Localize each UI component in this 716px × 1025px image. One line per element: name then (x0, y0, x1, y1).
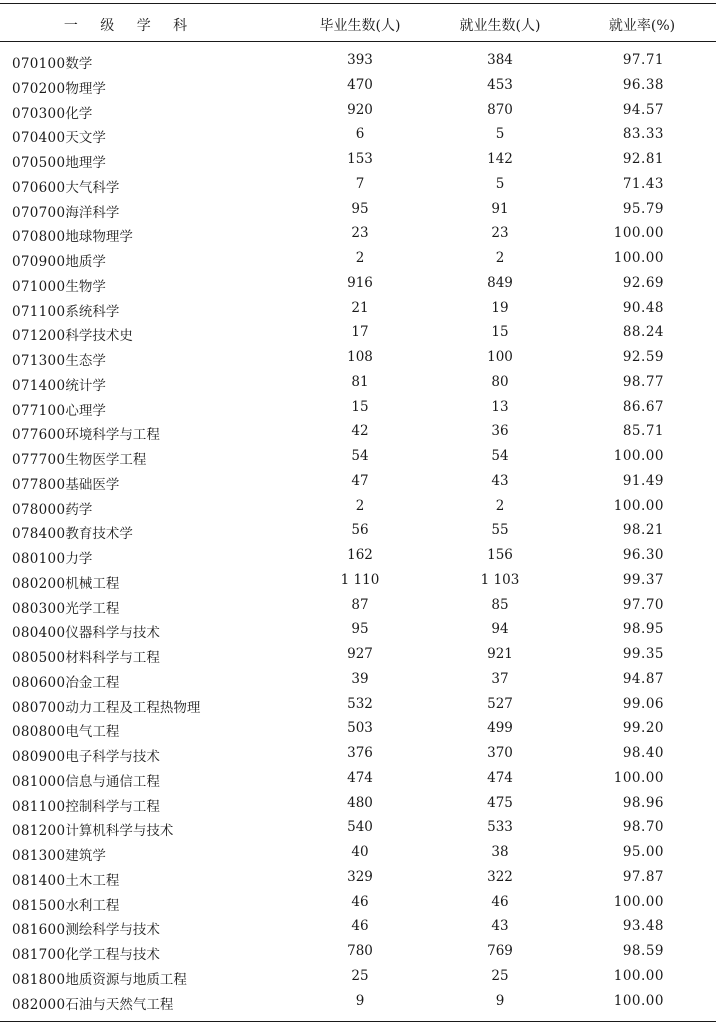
graduates-cell: 17 (351, 324, 369, 341)
subject-name: 冶金工程 (65, 674, 120, 691)
subject-name: 地理学 (65, 155, 106, 171)
employment-rate-cell: 100.00 (613, 497, 664, 514)
employment-rate-cell: 85.71 (622, 423, 664, 440)
table-row (0, 122, 716, 147)
subject-code: 078000 (12, 501, 66, 518)
table-row (0, 370, 716, 395)
subject-cell (12, 374, 106, 394)
subject-code: 071000 (12, 278, 66, 295)
table-row (0, 716, 716, 741)
graduates-cell: 23 (351, 225, 369, 242)
subject-name: 控制科学与工程 (65, 798, 160, 815)
subject-name: 统计学 (65, 377, 106, 394)
table-row (0, 914, 716, 939)
employed-cell: 384 (487, 52, 513, 68)
graduates-cell: 95 (351, 200, 369, 217)
subject-code: 080700 (12, 699, 66, 716)
table-row (0, 791, 716, 816)
subject-cell (12, 696, 200, 716)
graduates-cell: 532 (347, 695, 373, 712)
subject-code: 077600 (12, 427, 66, 444)
table-row (0, 73, 716, 98)
graduates-cell: 21 (351, 299, 369, 316)
table-row (0, 419, 716, 444)
graduates-cell: 780 (347, 943, 373, 959)
subject-code: 080200 (12, 575, 66, 592)
header-subject: 一 级 学 科 (63, 18, 197, 34)
employed-cell: 474 (487, 769, 513, 786)
subject-cell (12, 968, 187, 988)
subject-code: 070100 (12, 56, 66, 72)
subject-code: 077800 (12, 476, 66, 493)
employed-cell: 43 (491, 472, 509, 489)
table-row (0, 296, 716, 321)
table-row (0, 543, 716, 568)
subject-name: 土木工程 (65, 872, 120, 889)
employment-rate-cell: 100.00 (613, 225, 664, 242)
subject-name: 电子科学与技术 (65, 749, 160, 765)
graduates-cell: 81 (351, 373, 369, 390)
employment-rate-cell: 100.00 (613, 893, 664, 910)
table-row (0, 865, 716, 890)
employed-cell: 499 (487, 720, 513, 737)
employed-cell: 85 (491, 596, 509, 613)
table-row (0, 964, 716, 989)
employed-cell: 322 (487, 868, 513, 885)
employed-cell: 36 (491, 423, 509, 440)
employment-rate-cell: 86.67 (622, 398, 664, 415)
table-header-row (0, 4, 716, 41)
employed-cell: 38 (491, 844, 509, 860)
graduates-cell: 470 (347, 76, 373, 93)
table-row (0, 815, 716, 840)
table-row (0, 766, 716, 791)
subject-cell (12, 324, 133, 344)
subject-cell (12, 671, 119, 691)
subject-name: 动力工程及工程热物理 (65, 699, 201, 716)
graduates-cell: 47 (351, 472, 369, 489)
subject-code: 070600 (12, 179, 66, 196)
table-row (0, 568, 716, 593)
subject-code: 081200 (12, 823, 66, 840)
table-row (0, 494, 716, 519)
subject-cell (12, 423, 160, 443)
subject-code: 077100 (12, 402, 66, 419)
graduates-cell: 480 (347, 794, 373, 811)
table-row (0, 246, 716, 271)
subject-cell (12, 819, 173, 839)
subject-code: 080300 (12, 600, 66, 617)
subject-name: 建筑学 (65, 848, 106, 864)
employed-cell: 769 (487, 943, 513, 959)
subject-code: 070900 (12, 254, 66, 270)
subject-code: 070300 (12, 105, 66, 122)
subject-name: 化学 (65, 105, 93, 122)
subject-cell (12, 894, 119, 914)
subject-code: 081100 (12, 798, 66, 815)
subject-name: 物理学 (65, 80, 106, 97)
employed-cell: 370 (487, 745, 513, 761)
table-row (0, 939, 716, 964)
table-row (0, 271, 716, 296)
graduates-cell: 6 (355, 126, 365, 143)
graduates-cell: 40 (351, 844, 369, 860)
subject-name: 心理学 (65, 402, 106, 419)
employed-cell: 156 (487, 547, 513, 563)
employed-cell: 475 (487, 794, 513, 811)
employed-cell: 527 (487, 695, 513, 712)
table-row (0, 147, 716, 172)
table-row (0, 469, 716, 494)
graduates-cell: 108 (347, 349, 373, 365)
subject-cell (12, 993, 173, 1013)
employment-rate-cell: 94.87 (622, 670, 664, 687)
subject-cell (12, 770, 160, 790)
subject-name: 电气工程 (65, 724, 120, 741)
table-row (0, 989, 716, 1014)
subject-cell (12, 250, 106, 270)
employed-cell: 23 (491, 225, 509, 242)
subject-code: 081600 (12, 922, 66, 939)
employment-rate-cell: 97.87 (622, 868, 664, 885)
employment-rate-cell: 98.95 (622, 621, 664, 638)
subject-cell (12, 498, 92, 518)
subject-cell (12, 745, 160, 765)
employment-rate-cell: 91.49 (622, 472, 664, 489)
subject-code: 081400 (12, 872, 66, 889)
subject-code: 081000 (12, 773, 66, 790)
graduates-cell: 15 (351, 398, 369, 415)
employed-cell: 15 (491, 324, 509, 341)
employment-rate-cell: 71.43 (622, 175, 664, 192)
graduates-cell: 54 (351, 448, 369, 464)
employed-cell: 453 (487, 76, 513, 93)
header-employment-rate: 就业率(%) (608, 18, 676, 34)
subject-cell (12, 522, 133, 542)
subject-name: 基础医学 (65, 476, 120, 493)
subject-code: 077700 (12, 452, 66, 468)
employment-rate-cell: 98.59 (622, 943, 664, 959)
subject-cell (12, 869, 119, 889)
subject-cell (12, 349, 106, 369)
employment-rate-cell: 98.40 (622, 745, 664, 761)
subject-name: 教育技术学 (65, 526, 133, 543)
employment-rate-cell: 99.20 (622, 720, 664, 737)
employment-rate-cell: 90.48 (622, 299, 664, 316)
table-row (0, 890, 716, 915)
table-row (0, 197, 716, 222)
subject-name: 测绘科学与技术 (65, 922, 160, 939)
employment-rate-cell: 98.96 (622, 794, 664, 811)
subject-code: 071200 (12, 328, 66, 345)
table-row (0, 172, 716, 197)
subject-name: 水利工程 (65, 897, 120, 914)
subject-name: 天文学 (65, 130, 106, 147)
subject-code: 080500 (12, 650, 66, 666)
employment-rate-cell: 92.59 (622, 349, 664, 365)
table-bottom-rule (0, 1021, 716, 1022)
subject-cell (12, 844, 106, 864)
header-graduates: 毕业生数(人) (319, 18, 401, 34)
employed-cell: 19 (491, 299, 509, 316)
employed-cell: 100 (487, 349, 513, 365)
employment-rate-cell: 98.21 (622, 522, 664, 539)
graduates-cell: 920 (347, 101, 373, 118)
employment-rate-cell: 95.00 (622, 844, 664, 860)
subject-name: 信息与通信工程 (65, 773, 160, 790)
employed-cell: 5 (495, 175, 505, 192)
employment-rate-cell: 93.48 (622, 918, 664, 935)
employment-rate-cell: 96.38 (622, 76, 664, 93)
employment-rate-cell: 97.70 (622, 596, 664, 613)
graduates-cell: 95 (351, 621, 369, 638)
subject-code: 080600 (12, 674, 66, 691)
subject-cell (12, 77, 106, 97)
employed-cell: 2 (495, 250, 505, 266)
subject-cell (12, 943, 160, 963)
table-header-rule (0, 41, 716, 42)
subject-name: 科学技术史 (65, 328, 133, 345)
table-row (0, 221, 716, 246)
employment-rate-cell: 96.30 (622, 547, 664, 563)
subject-code: 080900 (12, 749, 66, 765)
graduates-cell: 916 (347, 274, 373, 291)
graduates-cell: 46 (351, 918, 369, 935)
graduates-cell: 927 (347, 646, 373, 662)
graduates-cell: 503 (347, 720, 373, 737)
subject-cell (12, 201, 119, 221)
employment-rate-cell: 99.37 (622, 571, 664, 588)
graduates-cell: 7 (355, 175, 365, 192)
table-body (0, 48, 716, 1013)
subject-cell (12, 918, 160, 938)
employed-cell: 46 (491, 893, 509, 910)
subject-name: 计算机科学与技术 (65, 823, 174, 840)
subject-name: 地质资源与地质工程 (65, 971, 187, 988)
employment-rate-cell: 88.24 (622, 324, 664, 341)
table-row (0, 692, 716, 717)
employment-rate-cell: 100.00 (613, 250, 664, 266)
subject-cell (12, 720, 119, 740)
subject-cell (12, 300, 119, 320)
employed-cell: 37 (491, 670, 509, 687)
subject-code: 078400 (12, 526, 66, 543)
subject-name: 材料科学与工程 (65, 650, 160, 666)
table-row (0, 667, 716, 692)
subject-code: 070800 (12, 229, 66, 246)
subject-code: 070200 (12, 80, 66, 97)
employed-cell: 54 (491, 448, 509, 464)
subject-code: 071300 (12, 353, 66, 369)
subject-name: 石油与天然气工程 (65, 996, 174, 1013)
employment-rate-cell: 83.33 (622, 126, 664, 143)
employed-cell: 9 (495, 992, 505, 1009)
subject-name: 药学 (65, 501, 93, 518)
table-row (0, 593, 716, 618)
subject-cell (12, 52, 92, 72)
subject-code: 071100 (12, 303, 66, 320)
employed-cell: 94 (491, 621, 509, 638)
employment-rate-cell: 100.00 (613, 448, 664, 464)
subject-name: 海洋科学 (65, 204, 120, 221)
employment-rate-cell: 94.57 (622, 101, 664, 118)
employment-rate-cell: 100.00 (613, 967, 664, 984)
table-row (0, 518, 716, 543)
graduates-cell: 56 (351, 522, 369, 539)
subject-cell (12, 572, 119, 592)
employed-cell: 91 (491, 200, 509, 217)
subject-code: 081800 (12, 971, 66, 988)
table-row (0, 617, 716, 642)
subject-name: 机械工程 (65, 575, 120, 592)
table-row (0, 320, 716, 345)
subject-name: 仪器科学与技术 (65, 625, 160, 642)
subject-cell (12, 646, 160, 666)
employment-rate-cell: 100.00 (613, 992, 664, 1009)
subject-code: 080400 (12, 625, 66, 642)
employed-cell: 25 (491, 967, 509, 984)
subject-code: 080800 (12, 724, 66, 741)
employed-cell: 43 (491, 918, 509, 935)
subject-cell (12, 176, 119, 196)
graduates-cell: 474 (347, 769, 373, 786)
table-row (0, 642, 716, 667)
employed-cell: 13 (491, 398, 509, 415)
subject-cell (12, 399, 106, 419)
graduates-cell: 393 (347, 52, 373, 68)
graduates-cell: 2 (355, 497, 365, 514)
subject-cell (12, 795, 160, 815)
employment-rate-cell: 92.81 (622, 151, 664, 167)
subject-code: 080100 (12, 551, 66, 567)
employment-rate-cell: 92.69 (622, 274, 664, 291)
employed-cell: 870 (487, 101, 513, 118)
subject-cell (12, 225, 133, 245)
subject-name: 大气科学 (65, 179, 120, 196)
employed-cell: 2 (495, 497, 505, 514)
table-row (0, 48, 716, 73)
graduates-cell: 329 (347, 868, 373, 885)
subject-code: 070500 (12, 155, 66, 171)
employed-cell: 1 103 (480, 571, 520, 588)
employed-cell: 142 (487, 151, 513, 167)
employed-cell: 55 (491, 522, 509, 539)
graduates-cell: 25 (351, 967, 369, 984)
subject-cell (12, 621, 160, 641)
graduates-cell: 162 (347, 547, 373, 563)
table-row (0, 345, 716, 370)
table-row (0, 98, 716, 123)
subject-code: 070700 (12, 204, 66, 221)
subject-code: 081700 (12, 947, 66, 963)
employment-rate-cell: 99.06 (622, 695, 664, 712)
employed-cell: 849 (487, 274, 513, 291)
employment-rate-cell: 99.35 (622, 646, 664, 662)
subject-name: 生物医学工程 (65, 452, 147, 468)
graduates-cell: 87 (351, 596, 369, 613)
subject-cell (12, 275, 106, 295)
subject-cell (12, 102, 92, 122)
subject-name: 系统科学 (65, 303, 120, 320)
subject-name: 环境科学与工程 (65, 427, 160, 444)
graduates-cell: 1 110 (340, 571, 380, 588)
subject-code: 081500 (12, 897, 66, 914)
subject-cell (12, 597, 119, 617)
employment-rate-cell: 98.70 (622, 819, 664, 836)
employed-cell: 921 (487, 646, 513, 662)
employed-cell: 80 (491, 373, 509, 390)
subject-cell (12, 126, 106, 146)
graduates-cell: 153 (347, 151, 373, 167)
graduates-cell: 42 (351, 423, 369, 440)
subject-name: 地球物理学 (65, 229, 133, 246)
subject-code: 070400 (12, 130, 66, 147)
subject-cell (12, 473, 119, 493)
graduates-cell: 9 (355, 992, 365, 1009)
graduates-cell: 376 (347, 745, 373, 761)
subject-name: 化学工程与技术 (65, 947, 160, 963)
subject-name: 生物学 (65, 278, 106, 295)
employment-rate-cell: 98.77 (622, 373, 664, 390)
employment-rate-cell: 97.71 (622, 52, 664, 68)
subject-code: 071400 (12, 377, 66, 394)
subject-name: 光学工程 (65, 600, 120, 617)
graduates-cell: 2 (355, 250, 365, 266)
graduates-cell: 540 (347, 819, 373, 836)
subject-name: 地质学 (65, 254, 106, 270)
subject-cell (12, 151, 106, 171)
employed-cell: 5 (495, 126, 505, 143)
subject-cell (12, 547, 92, 567)
header-employed: 就业生数(人) (459, 18, 541, 34)
employed-cell: 533 (487, 819, 513, 836)
table-row (0, 840, 716, 865)
table-row (0, 395, 716, 420)
subject-name: 力学 (65, 551, 93, 567)
table-row (0, 444, 716, 469)
table-row (0, 741, 716, 766)
employment-rate-cell: 100.00 (613, 769, 664, 786)
employment-rate-cell: 95.79 (622, 200, 664, 217)
graduates-cell: 39 (351, 670, 369, 687)
subject-code: 082000 (12, 996, 66, 1013)
graduates-cell: 46 (351, 893, 369, 910)
subject-name: 生态学 (65, 353, 106, 369)
subject-code: 081300 (12, 848, 66, 864)
subject-cell (12, 448, 146, 468)
subject-name: 数学 (65, 56, 93, 72)
